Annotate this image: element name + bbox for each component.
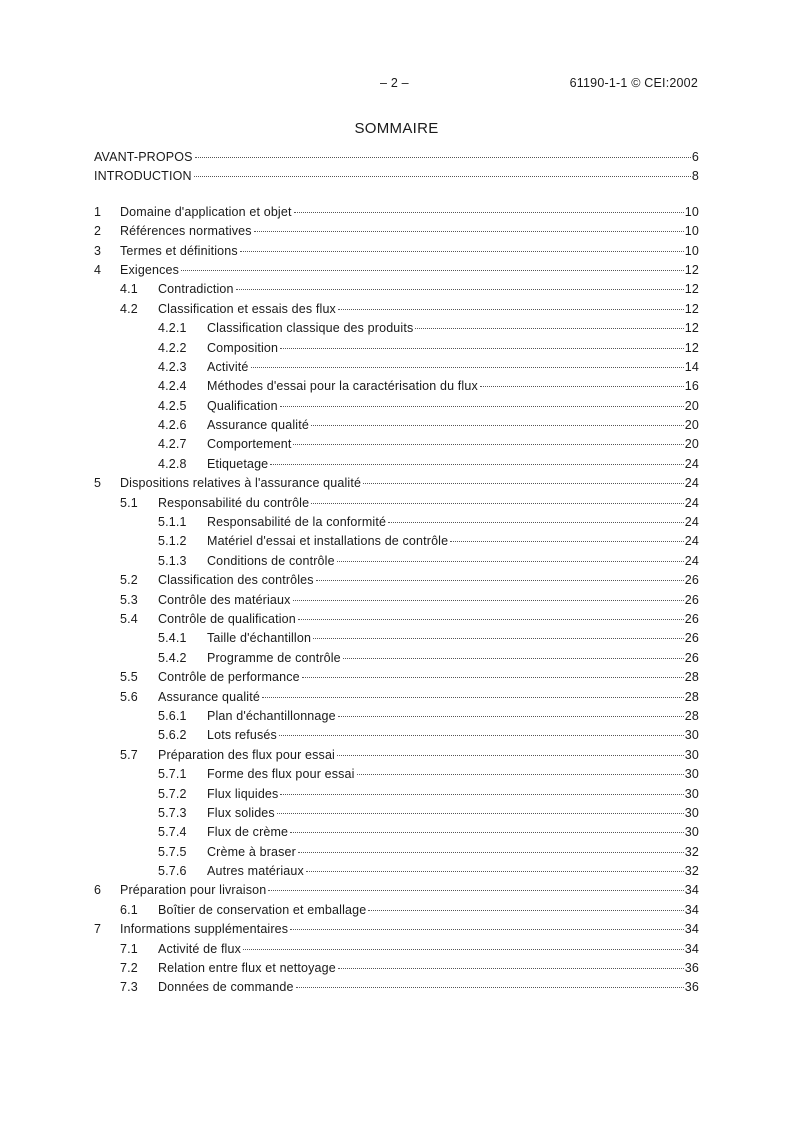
toc-entry-page: 14: [684, 359, 699, 374]
toc-entry-page: 32: [684, 844, 699, 859]
toc-entry-label: Lots refusés: [207, 728, 277, 743]
toc-entry[interactable]: [94, 515, 699, 534]
toc-entry-page: 10: [684, 224, 699, 239]
dot-leader: [357, 773, 684, 775]
toc-entry-number: 5.7: [120, 747, 138, 762]
toc-entry-page: 20: [684, 418, 699, 433]
toc-entry-label: Matériel d'essai et installations de contrôle: [207, 534, 449, 549]
dot-leader: [306, 870, 684, 872]
toc-entry[interactable]: [94, 437, 699, 456]
toc-entry-number: 5.3: [120, 592, 138, 607]
toc-entry-number: 5.7.5: [158, 844, 187, 859]
dot-leader: [298, 851, 684, 853]
toc-entry-page: 28: [684, 708, 699, 723]
toc-entry-label: Comportement: [207, 437, 292, 452]
toc-entry-number: 7: [94, 922, 102, 937]
toc-entry[interactable]: [94, 806, 699, 825]
toc-entry-label: Boîtier de conservation et emballage: [158, 902, 367, 917]
dot-leader: [368, 909, 683, 911]
toc-entry[interactable]: [94, 980, 699, 999]
dot-leader: [194, 175, 691, 177]
toc-entry-label: Crème à braser: [207, 844, 296, 859]
toc-entry-page: 26: [684, 611, 699, 626]
toc-entry-label: Responsabilité du contrôle: [158, 495, 310, 510]
dot-leader: [294, 211, 684, 213]
toc-entry[interactable]: [94, 651, 699, 670]
toc-entry-label: Contrôle de performance: [158, 670, 300, 685]
dot-leader: [337, 560, 684, 562]
toc-entry[interactable]: [94, 825, 699, 844]
toc-entry-page: 24: [684, 534, 699, 549]
toc-entry-label: Dispositions relatives à l'assurance qualité: [120, 476, 362, 491]
dot-leader: [243, 948, 684, 950]
toc-entry[interactable]: [94, 942, 699, 961]
toc-entry-number: 5: [94, 476, 102, 491]
toc-entry-page: 30: [684, 805, 699, 820]
dot-leader: [195, 156, 691, 158]
toc-entry-label: Domaine d'application et objet: [120, 204, 292, 219]
dot-leader: [298, 618, 684, 620]
dot-leader: [262, 696, 684, 698]
toc-entry-label: Classification et essais des flux: [158, 301, 336, 316]
toc-entry-page: 36: [684, 961, 699, 976]
toc-entry[interactable]: [94, 150, 699, 169]
toc-entry-number: 5.6.2: [158, 728, 187, 743]
dot-leader: [181, 269, 684, 271]
dot-leader: [279, 734, 684, 736]
toc-entry[interactable]: [94, 244, 699, 263]
toc-entry-label: Assurance qualité: [158, 689, 260, 704]
toc-entry[interactable]: [94, 534, 699, 553]
toc-entry-label: Flux de crème: [207, 825, 289, 840]
toc-entry-number: 5.4.1: [158, 631, 187, 646]
toc-entry-page: 30: [684, 767, 699, 782]
dot-leader: [311, 502, 684, 504]
toc-entry[interactable]: [94, 573, 699, 592]
toc-entry-label: Taille d'échantillon: [207, 631, 312, 646]
toc-entry-number: 5.1: [120, 495, 138, 510]
toc-entry[interactable]: [94, 399, 699, 418]
dot-leader: [268, 889, 683, 891]
dot-leader: [296, 986, 684, 988]
toc-entry-label: Qualification: [207, 398, 278, 413]
dot-leader: [338, 308, 684, 310]
toc-entry-label: Etiquetage: [207, 456, 269, 471]
toc-entry-label: Données de commande: [158, 980, 294, 995]
toc-entry-page: 24: [684, 476, 699, 491]
toc-entry[interactable]: [94, 554, 699, 573]
toc-entry[interactable]: [94, 709, 699, 728]
toc-entry[interactable]: [94, 748, 699, 767]
dot-leader: [338, 967, 684, 969]
page-title: SOMMAIRE: [354, 120, 439, 137]
toc-entry-number: 5.7.6: [158, 864, 187, 879]
toc-entry-page: 34: [684, 883, 699, 898]
toc-entry[interactable]: [94, 864, 699, 883]
toc-entry[interactable]: [94, 845, 699, 864]
toc-entry-page: 12: [684, 262, 699, 277]
toc-entry[interactable]: [94, 302, 699, 321]
toc-entry-label: Assurance qualité: [207, 418, 309, 433]
toc-entry[interactable]: [94, 728, 699, 747]
toc-entry-number: 4.2: [120, 301, 138, 316]
toc-entry[interactable]: [94, 476, 699, 495]
toc-entry-number: 5.5: [120, 670, 138, 685]
dot-leader: [280, 347, 684, 349]
document-reference: 61190-1-1 © CEI:2002: [569, 76, 698, 90]
toc-entry[interactable]: [94, 767, 699, 786]
toc-entry-label: Méthodes d'essai pour la caractérisation du flux: [207, 379, 478, 394]
toc-entry[interactable]: [94, 612, 699, 631]
toc-entry-label: INTRODUCTION: [94, 169, 192, 184]
toc-entry-number: 7.1: [120, 941, 138, 956]
dot-leader: [293, 443, 683, 445]
toc-entry[interactable]: [94, 457, 699, 476]
toc-entry-page: 24: [684, 456, 699, 471]
toc-entry-number: 5.7.4: [158, 825, 187, 840]
toc-entry-page: 12: [684, 282, 699, 297]
toc-entry-label: Autres matériaux: [207, 864, 304, 879]
toc-entry-label: Responsabilité de la conformité: [207, 515, 387, 530]
dot-leader: [480, 385, 684, 387]
toc-entry[interactable]: [94, 263, 699, 282]
toc-front-matter: [94, 150, 699, 189]
dot-leader: [415, 327, 683, 329]
toc-entry-page: 6: [691, 150, 699, 164]
toc-entry[interactable]: [94, 690, 699, 709]
toc-entry-label: Plan d'échantillonnage: [207, 708, 336, 723]
toc-entry-number: 4.2.1: [158, 321, 187, 336]
dot-leader: [240, 250, 684, 252]
toc-entry-page: 8: [691, 169, 699, 184]
toc-entry-label: Préparation des flux pour essai: [158, 747, 335, 762]
toc-entry-page: 34: [684, 902, 699, 917]
toc-entry[interactable]: [94, 360, 699, 379]
toc-entry-number: 4: [94, 262, 102, 277]
toc-entry-page: 24: [684, 515, 699, 530]
toc-entry[interactable]: [94, 496, 699, 515]
toc-entry-label: Contrôle des matériaux: [158, 592, 291, 607]
toc-entry-number: 5.1.3: [158, 553, 187, 568]
dot-leader: [337, 754, 684, 756]
toc-entry-page: 30: [684, 786, 699, 801]
toc-entry-page: 32: [684, 864, 699, 879]
toc-entry-page: 26: [684, 631, 699, 646]
dot-leader: [251, 366, 684, 368]
toc-entry[interactable]: [94, 224, 699, 243]
toc-entry-number: 7.3: [120, 980, 138, 995]
toc-entry-number: 4.2.5: [158, 398, 187, 413]
toc-entry-number: 5.7.1: [158, 767, 187, 782]
toc-entry-label: Contrôle de qualification: [158, 611, 296, 626]
toc-entry[interactable]: [94, 883, 699, 902]
toc-entry-label: Références normatives: [120, 224, 252, 239]
toc-entry-number: 3: [94, 243, 102, 258]
toc-main-sections: [94, 205, 699, 1000]
toc-entry[interactable]: [94, 631, 699, 650]
toc-entry-number: 5.2: [120, 573, 138, 588]
toc-entry-label: Préparation pour livraison: [120, 883, 267, 898]
toc-entry-label: Flux solides: [207, 805, 275, 820]
toc-entry-label: Contradiction: [158, 282, 234, 297]
dot-leader: [293, 599, 684, 601]
toc-entry-page: 28: [684, 670, 699, 685]
toc-entry[interactable]: [94, 670, 699, 689]
toc-entry-page: 12: [684, 340, 699, 355]
toc-entry-page: 30: [684, 747, 699, 762]
toc-entry-page: 12: [684, 301, 699, 316]
toc-entry-page: 10: [684, 204, 699, 219]
toc-entry-page: 10: [684, 243, 699, 258]
toc-entry-number: 4.2.6: [158, 418, 187, 433]
table-of-contents: [94, 150, 699, 1000]
toc-entry-page: 24: [684, 495, 699, 510]
dot-leader: [311, 424, 684, 426]
toc-entry-page: 24: [684, 553, 699, 568]
toc-entry-label: Exigences: [120, 262, 180, 277]
toc-entry[interactable]: [94, 282, 699, 301]
toc-entry-number: 7.2: [120, 961, 138, 976]
dot-leader: [450, 540, 684, 542]
toc-entry-page: 26: [684, 573, 699, 588]
toc-entry[interactable]: [94, 205, 699, 224]
toc-entry-page: 30: [684, 728, 699, 743]
toc-entry-page: 36: [684, 980, 699, 995]
dot-leader: [316, 579, 684, 581]
toc-entry-number: 5.6: [120, 689, 138, 704]
toc-entry-label: Composition: [207, 340, 279, 355]
toc-entry-label: Flux liquides: [207, 786, 279, 801]
toc-entry-page: 20: [684, 437, 699, 452]
toc-spacer: [94, 189, 699, 205]
toc-entry-number: 5.4: [120, 611, 138, 626]
toc-entry-page: 34: [684, 941, 699, 956]
toc-entry-label: AVANT-PROPOS: [94, 150, 193, 164]
dot-leader: [254, 230, 684, 232]
dot-leader: [236, 288, 684, 290]
toc-entry-page: 26: [684, 592, 699, 607]
toc-entry-label: Classification des contrôles: [158, 573, 314, 588]
toc-entry-page: 30: [684, 825, 699, 840]
dot-leader: [313, 637, 684, 639]
toc-entry-page: 20: [684, 398, 699, 413]
toc-entry-number: 5.1.2: [158, 534, 187, 549]
toc-entry-number: 6: [94, 883, 102, 898]
toc-entry-page: 16: [684, 379, 699, 394]
toc-entry-number: 5.7.3: [158, 805, 187, 820]
dot-leader: [280, 793, 683, 795]
toc-entry-number: 4.2.7: [158, 437, 187, 452]
dot-leader: [290, 831, 684, 833]
dot-leader: [280, 405, 684, 407]
toc-entry-number: 4.2.2: [158, 340, 187, 355]
toc-entry-label: Informations supplémentaires: [120, 922, 289, 937]
toc-entry-number: 4.2.3: [158, 359, 187, 374]
toc-entry-page: 34: [684, 922, 699, 937]
page-number: – 2 –: [380, 76, 409, 90]
toc-entry[interactable]: [94, 961, 699, 980]
toc-entry[interactable]: [94, 593, 699, 612]
dot-leader: [270, 463, 684, 465]
toc-entry-label: Activité: [207, 359, 249, 374]
toc-entry-number: 2: [94, 224, 102, 239]
dot-leader: [338, 715, 684, 717]
toc-entry-page: 12: [684, 321, 699, 336]
toc-entry-page: 26: [684, 650, 699, 665]
dot-leader: [290, 928, 684, 930]
toc-entry-page: 28: [684, 689, 699, 704]
toc-entry-number: 5.7.2: [158, 786, 187, 801]
toc-entry-number: 4.2.4: [158, 379, 187, 394]
dot-leader: [343, 657, 684, 659]
toc-entry[interactable]: [94, 787, 699, 806]
toc-entry-number: 5.6.1: [158, 708, 187, 723]
toc-entry-number: 6.1: [120, 902, 138, 917]
toc-entry[interactable]: [94, 922, 699, 941]
dot-leader: [363, 482, 684, 484]
toc-entry-label: Conditions de contrôle: [207, 553, 335, 568]
toc-entry-label: Activité de flux: [158, 941, 241, 956]
toc-entry-number: 4.2.8: [158, 456, 187, 471]
dot-leader: [302, 676, 684, 678]
toc-entry[interactable]: [94, 169, 699, 188]
toc-entry[interactable]: [94, 321, 699, 340]
toc-entry[interactable]: [94, 379, 699, 398]
toc-entry[interactable]: [94, 341, 699, 360]
toc-entry-label: Forme des flux pour essai: [207, 767, 355, 782]
toc-entry-number: 5.1.1: [158, 515, 187, 530]
toc-entry-number: 4.1: [120, 282, 138, 297]
toc-entry-label: Programme de contrôle: [207, 650, 341, 665]
toc-entry-number: 5.4.2: [158, 650, 187, 665]
toc-entry[interactable]: [94, 903, 699, 922]
dot-leader: [388, 521, 684, 523]
toc-entry[interactable]: [94, 418, 699, 437]
toc-entry-label: Termes et définitions: [120, 243, 238, 258]
toc-entry-label: Relation entre flux et nettoyage: [158, 961, 336, 976]
toc-entry-number: 1: [94, 204, 102, 219]
dot-leader: [277, 812, 684, 814]
toc-entry-label: Classification classique des produits: [207, 321, 414, 336]
